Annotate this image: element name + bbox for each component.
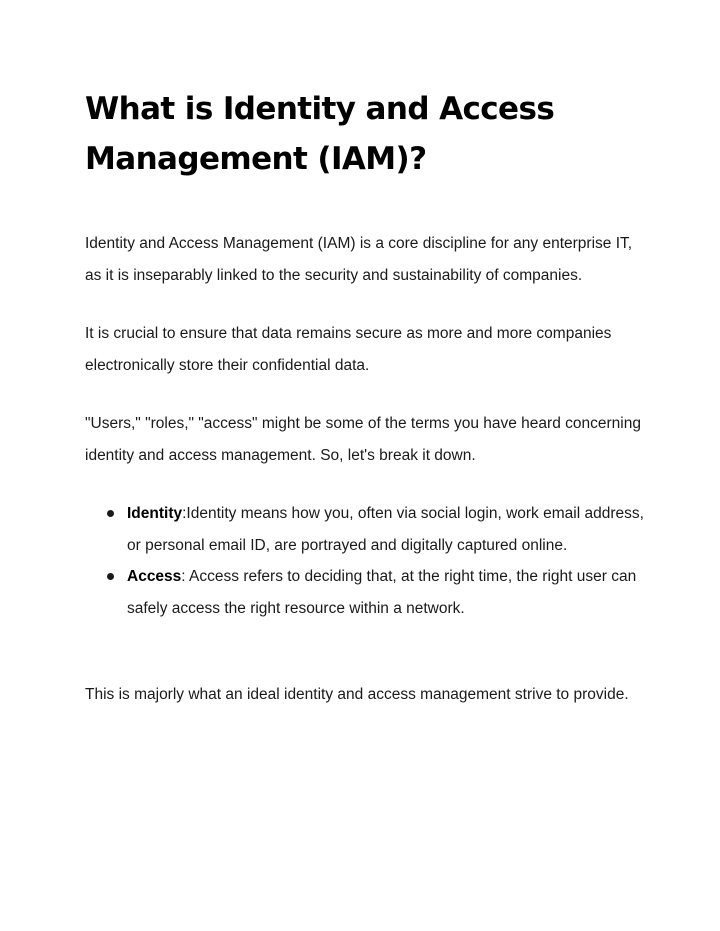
bullet-term: Identity: [127, 505, 183, 522]
intro-paragraph: Identity and Access Management (IAM) is a core discipline for any enterprise IT, as it is inseparably linked to the security and sustainability of companies.: [85, 235, 633, 284]
bullet-term: Access: [127, 568, 182, 585]
security-paragraph: It is crucial to ensure that data remains secure as more and more companies electronically store their confidential data.: [85, 325, 612, 374]
definition-list: [85, 498, 645, 624]
document-page: [85, 84, 645, 711]
list-item-access: [127, 561, 645, 624]
bullet-text: : Access refers to deciding that, at the right time, the right user can safely access the right resource within a network.: [127, 568, 637, 617]
list-item-identity: [127, 498, 645, 561]
terms-paragraph: "Users," "roles," "access" might be some of the terms you have heard concerning identity and access management. So, let's break it down.: [85, 415, 641, 464]
bullet-icon: [107, 510, 114, 517]
bullet-icon: [107, 573, 114, 580]
closing-paragraph: This is majorly what an ideal identity and access management strive to provide.: [85, 686, 629, 703]
bullet-text: :Identity means how you, often via social login, work email address, or personal email ID, are portrayed and digitally captured online.: [127, 505, 644, 554]
page-title: What is Identity and Access Management (IAM)?: [85, 91, 555, 177]
